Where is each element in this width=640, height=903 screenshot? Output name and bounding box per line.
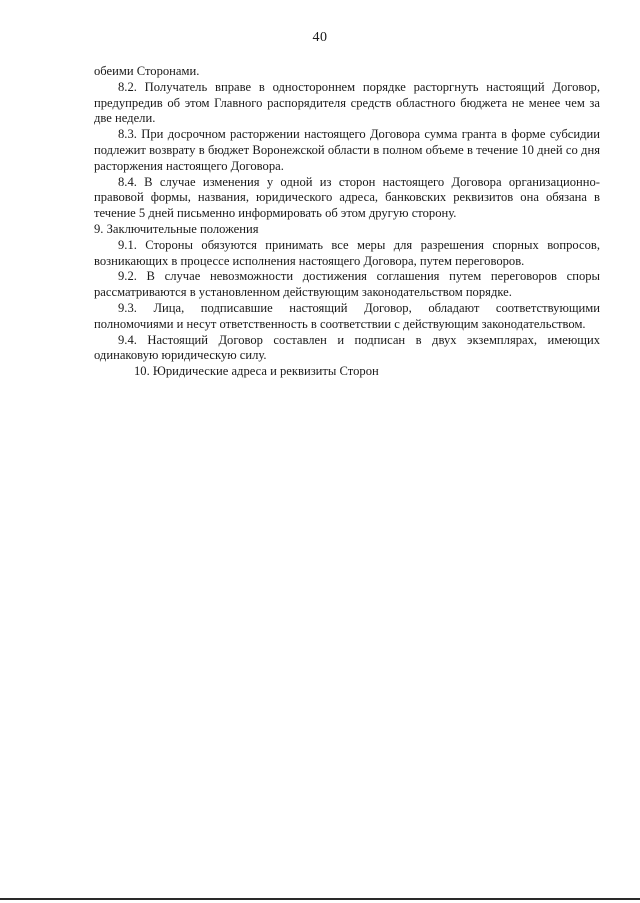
document-body (94, 64, 600, 380)
page-number: 40 (312, 30, 328, 45)
paragraph-8-2: 8.2. Получатель вправе в одностороннем порядке расторгнуть настоящий Договор, предупредив об этом Главного распорядителя средств областного бюджета не менее чем за две недели. (94, 79, 600, 126)
paragraph-9-1: 9.1. Стороны обязуются принимать все меры для разрешения спорных вопросов, возникающих в процессе исполнения настоящего Договора, путем переговоров. (94, 237, 600, 268)
section-10-heading: 10. Юридические адреса и реквизиты Сторон (134, 364, 379, 379)
paragraph-8-4: 8.4. В случае изменения у одной из сторон настоящего Договора организационно-правовой формы, названия, юридического адреса, банковских реквизитов она обязана в течение 5 дней письменно информировать об этом другую сторону. (94, 174, 600, 221)
paragraph-8-3: 8.3. При досрочном расторжении настоящего Договора сумма гранта в форме субсидии подлежит возврату в бюджет Воронежской области в полном объеме в течение 10 дней со дня расторжения настоящего Договора. (94, 127, 600, 173)
paragraph-9-2: 9.2. В случае невозможности достижения соглашения путем переговоров споры рассматриваются в установленном действующим законодательством порядке. (94, 269, 600, 300)
section-9-heading: 9. Заключительные положения (94, 221, 259, 236)
paragraph-9-3: 9.3. Лица, подписавшие настоящий Договор, обладают соответствующими полномочиями и несут ответственность в соответствии с действующим законодательством. (94, 300, 600, 331)
paragraph-8-1-continuation: обеими Сторонами. (94, 64, 200, 78)
scan-edge-line (0, 898, 640, 900)
paragraph-9-4: 9.4. Настоящий Договор составлен и подписан в двух экземплярах, имеющих одинаковую юридическую силу. (94, 332, 600, 363)
